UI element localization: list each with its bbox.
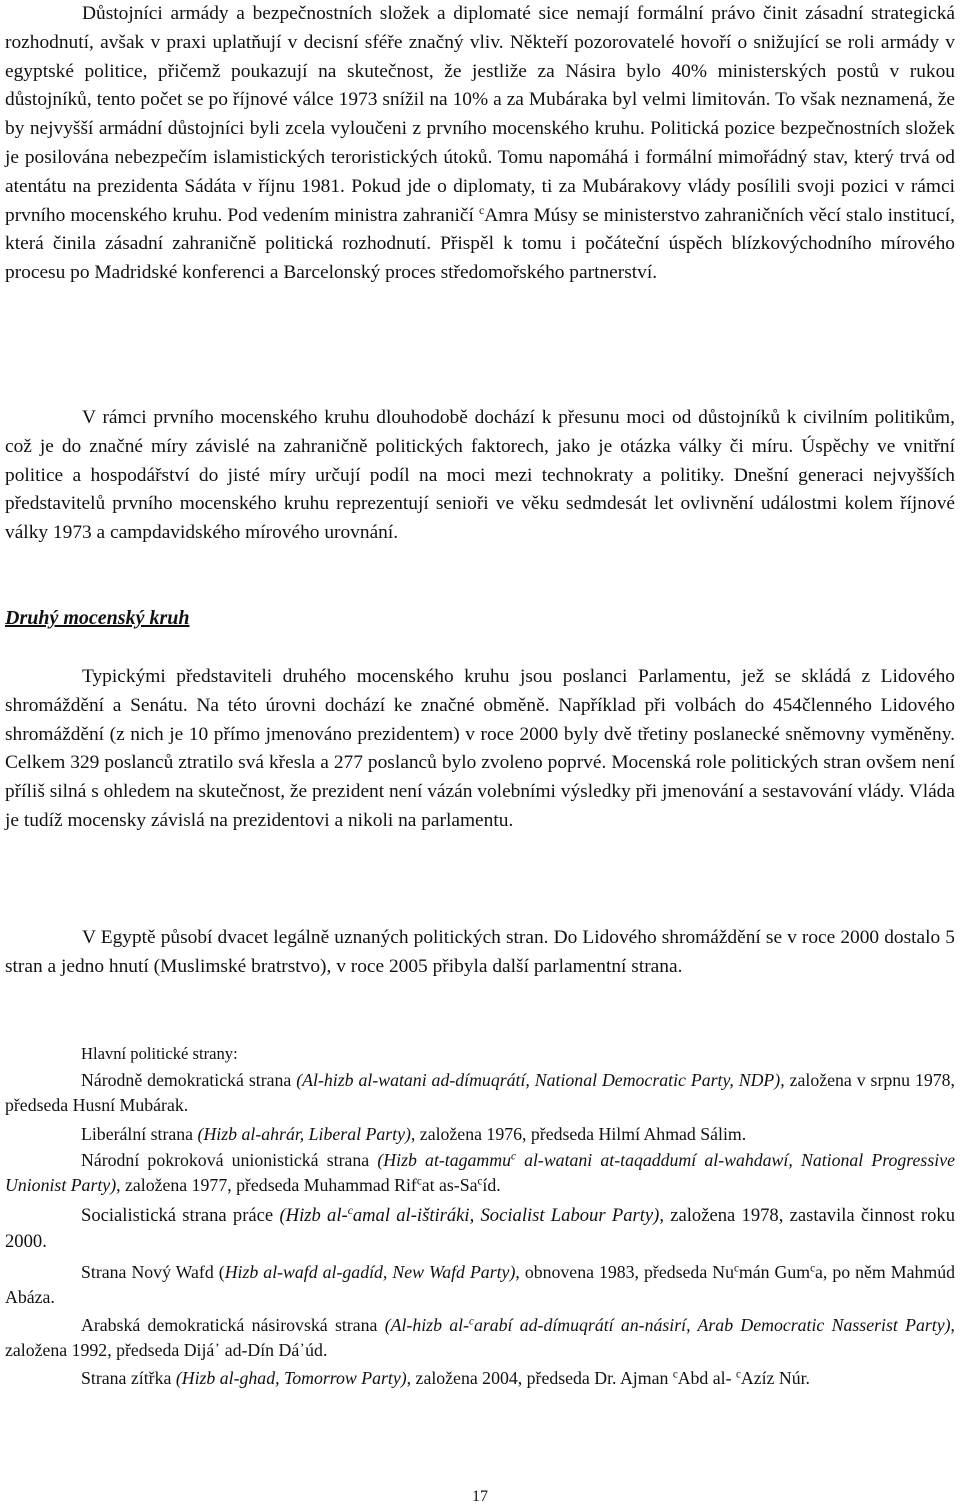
parties-heading: Hlavní politické strany: bbox=[81, 1044, 238, 1063]
ayn-superscript: c bbox=[810, 1262, 815, 1275]
party-original-name: (Al-hizb al-$^c$arabí ad-dímuqrátí an-násirí, Arab Democratic Nasserist Party) bbox=[384, 1315, 951, 1335]
party-original-name: Hizb al-wafd al-gadíd, New Wafd Party) bbox=[224, 1262, 516, 1282]
ayn-superscript: c bbox=[733, 1262, 739, 1275]
page-number: 17 bbox=[472, 1488, 488, 1505]
party-name: Strana Nový Wafd bbox=[81, 1262, 214, 1282]
party-progressive-unionist: Národní pokroková unionistická strana (Hizb at-tagammu$^c$ al-watani at-taqaddumí al-wahdawí, National Progressive Unionist Party), založena 1977, předseda Muhammad Rif$^c$at as-Sa$^c$íd. bbox=[5, 1150, 955, 1195]
party-details: , obnovena 1983, předseda Nu bbox=[515, 1262, 734, 1282]
party-details: , založena 1978, zastavila činnost roku 2000. bbox=[5, 1205, 955, 1252]
party-name: Strana zítřka bbox=[81, 1368, 172, 1388]
party-original-name: (Hizb al-$^c$amal al-ištiráki, Socialist Labour Party) bbox=[279, 1205, 660, 1226]
paragraph-first-circle bbox=[5, 0, 955, 288]
party-details: , založena 1977, předseda Muhammad Rif bbox=[116, 1174, 417, 1195]
party-name: Liberální strana bbox=[81, 1124, 194, 1144]
paragraph-text-end: Amra Músy se ministerstvo zahraničních věcí stalo institucí, která činila zásadní zahraničně politická rozhodnutí. Přispěl k tomu i počáteční úspěch blízkovýchodního mírového procesu po Madridské konferenci a Barcelonský proces středomořského partnerství. bbox=[5, 204, 955, 284]
party-details: , založena 2004, předseda Dr. Ajman bbox=[406, 1368, 669, 1388]
party-original-name: (Hizb at-tagammu$^c$ al-watani at-taqaddumí al-wahdawí, National Progressive Unionist Party) bbox=[5, 1150, 955, 1195]
party-ndp bbox=[5, 1068, 955, 1117]
party-details: , založena v srpnu 1978, předseda Husní Mubárak. bbox=[5, 1070, 955, 1115]
party-details: , založena 1976, předseda Hilmí Ahmad Sálim. bbox=[410, 1124, 747, 1144]
party-original-name: (Al-hizb al-watani ad-dímuqrátí, National Democratic Party, NDP) bbox=[296, 1070, 781, 1090]
party-name: Národní pokroková unionistická strana bbox=[81, 1150, 370, 1170]
party-socialist-labour bbox=[5, 1203, 955, 1255]
paragraph-power-shift bbox=[5, 404, 955, 548]
party-original-name: (Hizb al-ghad, Tomorrow Party) bbox=[175, 1368, 407, 1388]
party-details: , založena 1992, předseda Dijá᾽ ad-Dín Dá᾽úd. bbox=[5, 1315, 955, 1360]
ayn-superscript: c bbox=[416, 1175, 422, 1188]
party-tomorrow: Strana zítřka (Hizb al-ghad, Tomorrow Party), založena 2004, předseda Dr. Ajman $^c$Abd al- $^c$Azíz Núr. bbox=[81, 1368, 811, 1388]
ayn-superscript: c bbox=[735, 1368, 741, 1381]
paragraph-text: Typickými představiteli druhého mocenského kruhu jsou poslanci Parlamentu, jež se skládá z Lidového shromáždění a Senátu. Na této úrovni dochází ke značné obměně. Například při volbách do 454členného Lidového shromáždění (z nich je 10 přímo jmenováno prezidentem) v roce 2000 byly dvě třetiny poslanecké sněmovny vyměněny. Celkem 329 poslanců ztratilo svá křesla a 277 poslanců bylo zvoleno poprvé. Mocenská role politických stran ovšem není příliš silná s ohledem na skutečnost, že prezident není vázán volebními výsledky při jmenování a sestavování vlády. Vláda je tudíž mocensky závislá na prezidentovi a nikoli na parlamentu. bbox=[5, 666, 955, 831]
party-liberal bbox=[5, 1122, 955, 1147]
party-name: Národně demokratická strana bbox=[81, 1070, 292, 1090]
party-name: Socialistická strana práce bbox=[81, 1205, 274, 1226]
paragraph-text: V Egyptě působí dvacet legálně uznaných politických stran. Do Lidového shromáždění se v roce 2000 dostalo 5 stran a jedno hnutí (Muslimské bratrstvo), v roce 2005 přibyla další parlamentní strana. bbox=[5, 927, 955, 977]
party-original-name: (Hizb al-ahrár, Liberal Party) bbox=[197, 1124, 411, 1144]
party-nasserist bbox=[5, 1313, 955, 1362]
ayn-superscript: c bbox=[672, 1368, 678, 1381]
section-heading: Druhý mocenský kruh bbox=[5, 607, 190, 629]
paragraph-second-circle bbox=[5, 663, 955, 836]
paragraph-text: V rámci prvního mocenského kruhu dlouhodobě dochází k přesunu moci od důstojníků k civilním politikům, což je do značné míry závislé na zahraničně politických faktorech, jako je otázka války či míru. Úspěchy ve vnitřní politice a hospodářství do jisté míry určují podíl na moci mezi technokraty a politiky. Dnešní generaci nejvyšších představitelů prvního mocenského kruhu reprezentují senioři ve věku sedmdesát let ovlivnění událostmi kolem říjnové války 1973 a campdavidského mírového urovnání. bbox=[5, 407, 955, 544]
paragraph-text: Důstojníci armády a bezpečnostních složek a diplomaté sice nemají formální právo činit zásadní strategická rozhodnutí, avšak v praxi uplatňují v decisní sféře značný vliv. Někteří pozorovatelé hovoří o snižující se roli armády v egyptské politice, přičemž poukazují na skutečnost, že jestliže za Násira bylo 40% ministerských postů v rukou důstojníků, tento počet se po říjnové válce 1973 snížil na 10% a za Mubáraka byl velmi limitován. To však neznamená, že by nejvyšší armádní důstojníci byli zcela vyloučeni z prvního mocenského kruhu. Politická pozice bezpečnostních složek je posilována nebezpečím islamistických teroristických útoků. Tomu napomáhá i formální mimořádný stav, který trvá od atentátu na prezidenta Sádáta v říjnu 1981. Pokud jde o diplomaty, ti za Mubárakovy vlády posílili svoji pozici v rámci prvního mocenského kruhu. Pod vedením ministra zahraničí bbox=[5, 3, 955, 226]
ayn-superscript: c bbox=[477, 1175, 483, 1188]
party-name: Arabská demokratická násirovská strana bbox=[81, 1315, 378, 1335]
ayn-superscript: c bbox=[478, 202, 485, 217]
paragraph-political-parties bbox=[5, 924, 955, 982]
party-new-wafd: Strana Nový Wafd (Hizb al-wafd al-gadíd, New Wafd Party), obnovena 1983, předseda Nu$^c$mán Gum$^c$a, po něm Mahmúd Abáza. bbox=[5, 1262, 955, 1307]
